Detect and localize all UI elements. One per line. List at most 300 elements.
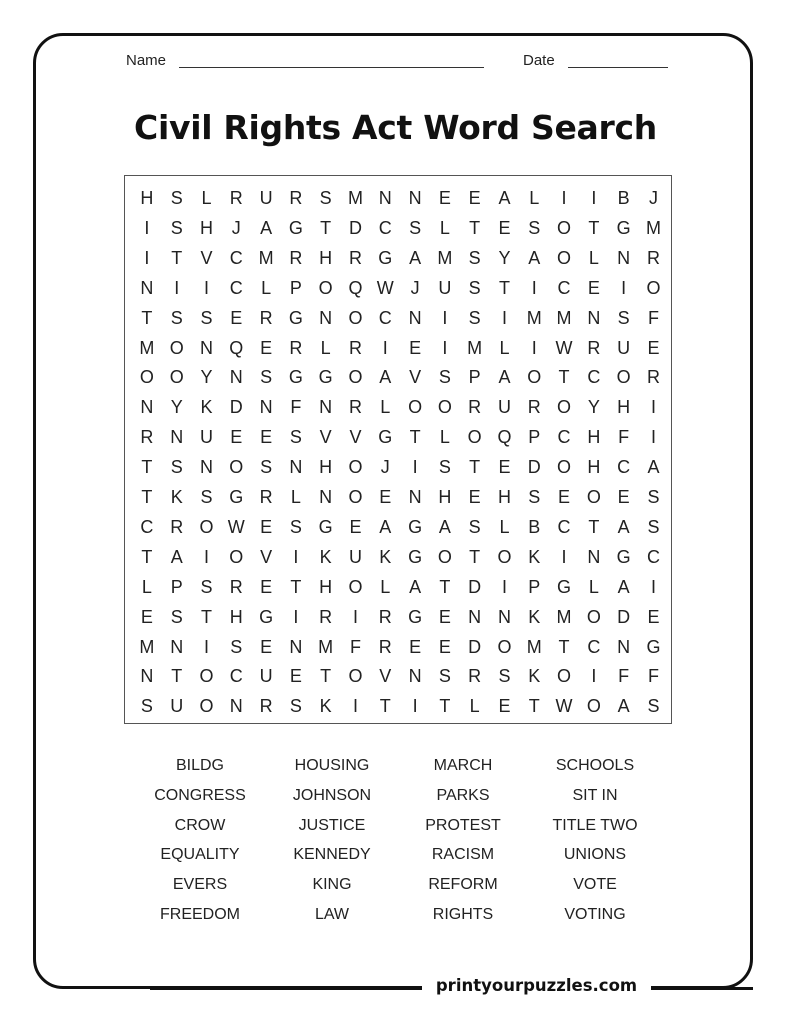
grid-letter[interactable]: O: [437, 397, 452, 418]
grid-letter[interactable]: A: [617, 516, 630, 537]
grid-letter[interactable]: T: [320, 217, 332, 238]
grid-letter[interactable]: T: [200, 606, 212, 627]
grid-letter[interactable]: V: [379, 666, 392, 687]
grid-letter[interactable]: S: [170, 457, 183, 478]
grid-letter[interactable]: E: [617, 487, 630, 507]
grid-letter[interactable]: S: [230, 636, 243, 657]
grid-letter[interactable]: R: [646, 247, 660, 268]
grid-letter[interactable]: E: [260, 516, 273, 537]
grid-letter[interactable]: O: [229, 457, 244, 478]
grid-letter[interactable]: E: [468, 487, 481, 507]
grid-letter[interactable]: I: [144, 217, 150, 238]
grid-letter[interactable]: I: [412, 457, 418, 478]
grid-letter[interactable]: O: [467, 427, 482, 448]
grid-letter[interactable]: R: [289, 247, 303, 268]
name-field-line[interactable]: [179, 67, 484, 68]
grid-letter[interactable]: E: [587, 277, 600, 298]
grid-letter[interactable]: R: [170, 516, 184, 537]
grid-letter[interactable]: M: [139, 636, 155, 657]
grid-letter[interactable]: R: [348, 337, 362, 358]
grid-letter[interactable]: R: [289, 337, 303, 358]
grid-letter[interactable]: K: [170, 487, 183, 507]
grid-letter[interactable]: S: [289, 427, 302, 448]
grid-letter[interactable]: S: [409, 217, 422, 238]
grid-letter[interactable]: L: [141, 576, 152, 597]
grid-letter[interactable]: V: [260, 546, 273, 567]
grid-letter[interactable]: O: [169, 367, 184, 388]
grid-letter[interactable]: A: [647, 457, 660, 478]
grid-letter[interactable]: L: [499, 516, 510, 537]
grid-letter[interactable]: G: [557, 576, 572, 597]
grid-letter[interactable]: T: [588, 516, 600, 537]
grid-letter[interactable]: G: [259, 606, 274, 627]
grid-letter[interactable]: T: [141, 487, 153, 507]
grid-letter[interactable]: S: [260, 457, 273, 478]
grid-letter[interactable]: U: [438, 277, 452, 298]
grid-letter[interactable]: O: [408, 397, 423, 418]
grid-letter[interactable]: D: [229, 397, 243, 418]
grid-letter[interactable]: N: [468, 606, 482, 627]
grid-letter[interactable]: G: [378, 427, 393, 448]
grid-letter[interactable]: I: [442, 337, 448, 358]
grid-letter[interactable]: M: [437, 247, 453, 268]
grid-letter[interactable]: W: [555, 696, 573, 717]
grid-letter[interactable]: C: [229, 247, 243, 268]
grid-letter[interactable]: R: [319, 606, 333, 627]
grid-letter[interactable]: K: [319, 696, 332, 717]
grid-letter[interactable]: I: [650, 427, 656, 448]
grid-letter[interactable]: U: [259, 188, 273, 208]
grid-letter[interactable]: A: [617, 576, 630, 597]
grid-letter[interactable]: L: [201, 188, 212, 208]
grid-letter[interactable]: N: [408, 307, 422, 328]
grid-letter[interactable]: L: [588, 247, 599, 268]
grid-letter[interactable]: L: [290, 487, 301, 507]
grid-letter[interactable]: O: [586, 487, 601, 507]
grid-letter[interactable]: S: [468, 307, 481, 328]
grid-letter[interactable]: E: [498, 457, 511, 478]
grid-letter[interactable]: U: [617, 337, 631, 358]
grid-letter[interactable]: N: [140, 277, 154, 298]
grid-letter[interactable]: N: [199, 457, 213, 478]
grid-letter[interactable]: V: [349, 427, 362, 448]
grid-letter[interactable]: I: [591, 188, 597, 208]
grid-letter[interactable]: I: [531, 337, 537, 358]
grid-letter[interactable]: C: [587, 636, 601, 657]
grid-letter[interactable]: R: [587, 337, 601, 358]
grid-letter[interactable]: L: [588, 576, 599, 597]
grid-letter[interactable]: G: [318, 516, 333, 537]
grid-letter[interactable]: S: [647, 487, 660, 507]
grid-letter[interactable]: H: [587, 457, 601, 478]
grid-letter[interactable]: O: [199, 696, 214, 717]
grid-letter[interactable]: I: [352, 696, 358, 717]
grid-letter[interactable]: I: [650, 576, 656, 597]
grid-letter[interactable]: I: [203, 546, 209, 567]
grid-letter[interactable]: L: [439, 217, 450, 238]
grid-letter[interactable]: R: [378, 636, 392, 657]
grid-letter[interactable]: F: [290, 397, 302, 418]
grid-letter[interactable]: E: [260, 636, 273, 657]
grid-letter[interactable]: O: [557, 217, 572, 238]
grid-letter[interactable]: I: [650, 397, 656, 418]
grid-letter[interactable]: N: [617, 247, 631, 268]
grid-letter[interactable]: C: [378, 217, 392, 238]
grid-letter[interactable]: L: [320, 337, 331, 358]
grid-letter[interactable]: S: [468, 247, 481, 268]
grid-letter[interactable]: W: [227, 516, 245, 537]
grid-letter[interactable]: Y: [587, 397, 600, 418]
grid-letter[interactable]: N: [319, 487, 333, 507]
grid-letter[interactable]: C: [617, 457, 631, 478]
grid-letter[interactable]: C: [378, 307, 392, 328]
grid-letter[interactable]: H: [587, 427, 601, 448]
grid-letter[interactable]: L: [529, 188, 540, 208]
grid-letter[interactable]: S: [468, 277, 481, 298]
grid-letter[interactable]: N: [140, 397, 154, 418]
grid-letter[interactable]: S: [289, 516, 302, 537]
grid-letter[interactable]: H: [497, 487, 511, 507]
grid-letter[interactable]: Q: [229, 337, 244, 358]
grid-letter[interactable]: A: [617, 696, 630, 717]
grid-letter[interactable]: F: [349, 636, 361, 657]
grid-letter[interactable]: T: [141, 546, 153, 567]
grid-letter[interactable]: T: [439, 576, 451, 597]
grid-letter[interactable]: A: [409, 247, 422, 268]
grid-letter[interactable]: G: [646, 636, 661, 657]
grid-letter[interactable]: W: [376, 277, 394, 298]
grid-letter[interactable]: E: [647, 606, 660, 627]
grid-letter[interactable]: D: [468, 576, 482, 597]
grid-letter[interactable]: I: [144, 247, 150, 268]
grid-letter[interactable]: A: [498, 367, 511, 388]
grid-letter[interactable]: G: [616, 217, 631, 238]
grid-letter[interactable]: S: [438, 367, 451, 388]
grid-letter[interactable]: S: [200, 487, 213, 507]
grid-letter[interactable]: K: [528, 546, 541, 567]
grid-letter[interactable]: I: [293, 606, 299, 627]
grid-letter[interactable]: T: [558, 367, 570, 388]
grid-letter[interactable]: I: [174, 277, 180, 298]
grid-letter[interactable]: M: [556, 307, 572, 328]
grid-letter[interactable]: H: [140, 188, 154, 208]
grid-letter[interactable]: K: [528, 606, 541, 627]
grid-letter[interactable]: S: [438, 666, 451, 687]
grid-letter[interactable]: F: [647, 307, 659, 328]
grid-letter[interactable]: G: [616, 546, 631, 567]
grid-letter[interactable]: L: [380, 576, 391, 597]
grid-letter[interactable]: T: [141, 307, 153, 328]
grid-letter[interactable]: C: [587, 367, 601, 388]
grid-letter[interactable]: N: [170, 636, 184, 657]
grid-letter[interactable]: N: [289, 636, 303, 657]
grid-letter[interactable]: R: [259, 307, 273, 328]
grid-letter[interactable]: S: [170, 606, 183, 627]
grid-letter[interactable]: L: [380, 397, 391, 418]
grid-letter[interactable]: T: [141, 457, 153, 478]
grid-letter[interactable]: A: [438, 516, 451, 537]
grid-letter[interactable]: K: [319, 546, 332, 567]
grid-letter[interactable]: C: [140, 516, 154, 537]
grid-letter[interactable]: A: [379, 516, 392, 537]
grid-letter[interactable]: N: [289, 457, 303, 478]
grid-letter[interactable]: O: [527, 367, 542, 388]
grid-letter[interactable]: T: [379, 696, 391, 717]
grid-letter[interactable]: M: [526, 307, 542, 328]
grid-letter[interactable]: H: [229, 606, 243, 627]
grid-letter[interactable]: P: [468, 367, 481, 388]
grid-letter[interactable]: O: [348, 576, 363, 597]
grid-letter[interactable]: G: [378, 247, 393, 268]
grid-letter[interactable]: S: [498, 666, 511, 687]
grid-letter[interactable]: P: [528, 576, 541, 597]
grid-letter[interactable]: U: [170, 696, 184, 717]
grid-letter[interactable]: G: [288, 307, 303, 328]
grid-letter[interactable]: R: [289, 188, 303, 208]
grid-letter[interactable]: O: [169, 337, 184, 358]
grid-letter[interactable]: E: [438, 188, 451, 208]
grid-letter[interactable]: O: [497, 546, 512, 567]
grid-letter[interactable]: V: [409, 367, 422, 388]
grid-letter[interactable]: H: [319, 457, 333, 478]
grid-letter[interactable]: E: [409, 337, 422, 358]
grid-letter[interactable]: T: [469, 546, 481, 567]
grid-letter[interactable]: E: [558, 487, 571, 507]
grid-letter[interactable]: T: [290, 576, 302, 597]
grid-letter[interactable]: N: [617, 636, 631, 657]
grid-letter[interactable]: O: [348, 666, 363, 687]
grid-letter[interactable]: E: [140, 606, 153, 627]
grid-letter[interactable]: W: [555, 337, 573, 358]
grid-letter[interactable]: E: [409, 636, 422, 657]
grid-letter[interactable]: I: [203, 277, 209, 298]
grid-letter[interactable]: M: [347, 188, 363, 208]
grid-letter[interactable]: E: [498, 696, 511, 717]
grid-letter[interactable]: U: [199, 427, 213, 448]
grid-letter[interactable]: E: [289, 666, 302, 687]
grid-letter[interactable]: N: [140, 666, 154, 687]
grid-letter[interactable]: I: [561, 546, 567, 567]
grid-letter[interactable]: T: [409, 427, 421, 448]
grid-letter[interactable]: N: [378, 188, 392, 208]
grid-letter[interactable]: S: [617, 307, 630, 328]
grid-letter[interactable]: H: [319, 247, 333, 268]
grid-letter[interactable]: S: [468, 516, 481, 537]
grid-letter[interactable]: I: [293, 546, 299, 567]
grid-letter[interactable]: E: [260, 576, 273, 597]
grid-letter[interactable]: H: [438, 487, 452, 507]
grid-letter[interactable]: I: [352, 606, 358, 627]
grid-letter[interactable]: N: [229, 367, 243, 388]
grid-letter[interactable]: D: [527, 457, 541, 478]
grid-letter[interactable]: U: [497, 397, 511, 418]
grid-letter[interactable]: T: [439, 696, 451, 717]
grid-letter[interactable]: N: [170, 427, 184, 448]
grid-letter[interactable]: J: [648, 188, 658, 208]
grid-letter[interactable]: N: [587, 546, 601, 567]
grid-letter[interactable]: F: [618, 427, 630, 448]
grid-letter[interactable]: I: [621, 277, 627, 298]
grid-letter[interactable]: D: [348, 217, 362, 238]
grid-letter[interactable]: S: [438, 457, 451, 478]
grid-letter[interactable]: K: [528, 666, 541, 687]
grid-letter[interactable]: E: [438, 636, 451, 657]
grid-letter[interactable]: N: [229, 696, 243, 717]
grid-letter[interactable]: T: [469, 457, 481, 478]
grid-letter[interactable]: E: [498, 217, 511, 238]
grid-letter[interactable]: O: [586, 696, 601, 717]
grid-letter[interactable]: N: [319, 307, 333, 328]
grid-letter[interactable]: I: [382, 337, 388, 358]
grid-letter[interactable]: H: [617, 397, 631, 418]
grid-letter[interactable]: R: [229, 188, 243, 208]
grid-letter[interactable]: R: [259, 696, 273, 717]
grid-letter[interactable]: S: [528, 487, 541, 507]
grid-letter[interactable]: N: [199, 337, 213, 358]
grid-letter[interactable]: I: [442, 307, 448, 328]
grid-letter[interactable]: N: [497, 606, 511, 627]
grid-letter[interactable]: T: [558, 636, 570, 657]
grid-letter[interactable]: M: [467, 337, 483, 358]
grid-letter[interactable]: P: [289, 277, 302, 298]
grid-letter[interactable]: M: [318, 636, 334, 657]
grid-letter[interactable]: A: [498, 188, 511, 208]
grid-letter[interactable]: S: [200, 576, 213, 597]
grid-letter[interactable]: Y: [170, 397, 183, 418]
grid-letter[interactable]: H: [199, 217, 213, 238]
grid-letter[interactable]: S: [200, 307, 213, 328]
grid-letter[interactable]: A: [409, 576, 422, 597]
grid-letter[interactable]: R: [527, 397, 541, 418]
grid-letter[interactable]: E: [260, 337, 273, 358]
grid-letter[interactable]: R: [378, 606, 392, 627]
grid-letter[interactable]: I: [591, 666, 597, 687]
grid-letter[interactable]: T: [528, 696, 540, 717]
grid-letter[interactable]: L: [469, 696, 480, 717]
grid-letter[interactable]: O: [348, 487, 363, 507]
grid-letter[interactable]: S: [647, 516, 660, 537]
grid-letter[interactable]: D: [617, 606, 631, 627]
grid-letter[interactable]: O: [199, 516, 214, 537]
grid-letter[interactable]: G: [288, 217, 303, 238]
grid-letter[interactable]: L: [439, 427, 450, 448]
grid-letter[interactable]: I: [501, 576, 507, 597]
grid-letter[interactable]: G: [408, 546, 423, 567]
grid-letter[interactable]: R: [229, 576, 243, 597]
grid-letter[interactable]: S: [170, 307, 183, 328]
grid-letter[interactable]: O: [437, 546, 452, 567]
grid-letter[interactable]: C: [229, 277, 243, 298]
grid-letter[interactable]: C: [646, 546, 660, 567]
grid-letter[interactable]: O: [348, 307, 363, 328]
grid-letter[interactable]: O: [318, 277, 333, 298]
grid-letter[interactable]: S: [170, 188, 183, 208]
grid-letter[interactable]: N: [408, 487, 422, 507]
grid-letter[interactable]: C: [229, 666, 243, 687]
grid-letter[interactable]: R: [646, 367, 660, 388]
grid-letter[interactable]: N: [587, 307, 601, 328]
grid-letter[interactable]: V: [319, 427, 332, 448]
grid-letter[interactable]: P: [528, 427, 541, 448]
grid-letter[interactable]: O: [497, 636, 512, 657]
grid-letter[interactable]: U: [348, 546, 362, 567]
grid-letter[interactable]: M: [258, 247, 274, 268]
grid-letter[interactable]: R: [348, 247, 362, 268]
grid-letter[interactable]: M: [645, 217, 661, 238]
grid-letter[interactable]: N: [319, 397, 333, 418]
grid-letter[interactable]: E: [230, 427, 243, 448]
grid-letter[interactable]: F: [618, 666, 630, 687]
grid-letter[interactable]: E: [349, 516, 362, 537]
grid-letter[interactable]: O: [348, 367, 363, 388]
grid-letter[interactable]: I: [412, 696, 418, 717]
grid-letter[interactable]: C: [557, 427, 571, 448]
grid-letter[interactable]: A: [260, 217, 273, 238]
grid-letter[interactable]: E: [230, 307, 243, 328]
grid-letter[interactable]: D: [468, 636, 482, 657]
date-field-line[interactable]: [568, 67, 668, 68]
grid-letter[interactable]: T: [469, 217, 481, 238]
grid-letter[interactable]: Q: [497, 427, 512, 448]
grid-letter[interactable]: R: [259, 487, 273, 507]
grid-letter[interactable]: R: [468, 397, 482, 418]
grid-letter[interactable]: O: [199, 666, 214, 687]
grid-letter[interactable]: E: [379, 487, 392, 507]
grid-letter[interactable]: T: [171, 666, 183, 687]
grid-letter[interactable]: O: [557, 247, 572, 268]
grid-letter[interactable]: N: [259, 397, 273, 418]
grid-letter[interactable]: S: [140, 696, 153, 717]
grid-letter[interactable]: N: [408, 188, 422, 208]
grid-letter[interactable]: O: [616, 367, 631, 388]
grid-letter[interactable]: L: [499, 337, 510, 358]
grid-letter[interactable]: R: [348, 397, 362, 418]
grid-letter[interactable]: E: [438, 606, 451, 627]
grid-letter[interactable]: T: [320, 666, 332, 687]
grid-letter[interactable]: F: [647, 666, 659, 687]
grid-letter[interactable]: A: [170, 546, 183, 567]
grid-letter[interactable]: J: [231, 217, 241, 238]
grid-letter[interactable]: O: [557, 666, 572, 687]
grid-letter[interactable]: O: [557, 397, 572, 418]
grid-letter[interactable]: T: [498, 277, 510, 298]
grid-letter[interactable]: M: [526, 636, 542, 657]
grid-letter[interactable]: P: [170, 576, 183, 597]
grid-letter[interactable]: G: [318, 367, 333, 388]
grid-letter[interactable]: J: [410, 277, 420, 298]
grid-letter[interactable]: G: [288, 367, 303, 388]
grid-letter[interactable]: B: [528, 516, 541, 537]
grid-letter[interactable]: G: [408, 516, 423, 537]
grid-letter[interactable]: C: [557, 516, 571, 537]
grid-letter[interactable]: T: [171, 247, 183, 268]
grid-letter[interactable]: A: [528, 247, 541, 268]
grid-letter[interactable]: N: [408, 666, 422, 687]
grid-letter[interactable]: E: [260, 427, 273, 448]
grid-letter[interactable]: O: [646, 277, 661, 298]
grid-letter[interactable]: S: [170, 217, 183, 238]
grid-letter[interactable]: S: [647, 696, 660, 717]
grid-letter[interactable]: I: [561, 188, 567, 208]
grid-letter[interactable]: O: [557, 457, 572, 478]
grid-letter[interactable]: E: [647, 337, 660, 358]
grid-letter[interactable]: S: [260, 367, 273, 388]
grid-letter[interactable]: I: [501, 307, 507, 328]
grid-letter[interactable]: R: [468, 666, 482, 687]
grid-letter[interactable]: S: [528, 217, 541, 238]
grid-letter[interactable]: K: [379, 546, 392, 567]
grid-letter[interactable]: G: [408, 606, 423, 627]
